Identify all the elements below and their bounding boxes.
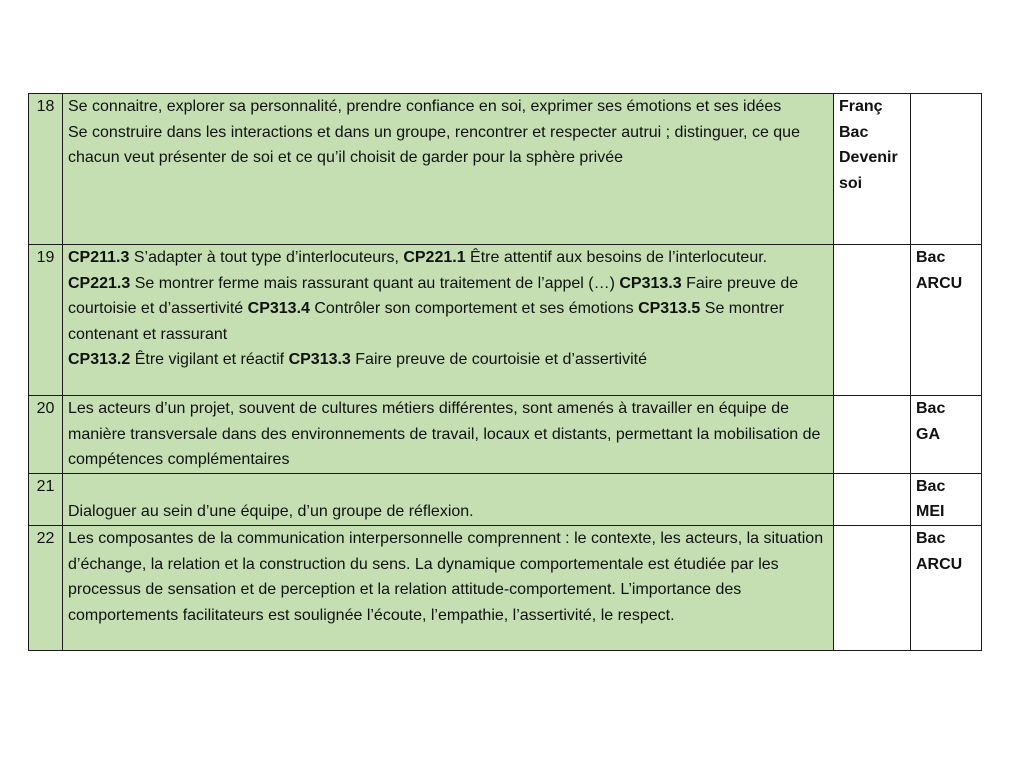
- competency-text: Se montrer ferme mais rassurant quant au traitement de l’appel (…): [130, 274, 620, 292]
- row-description: Les composantes de la communication interpersonnelle comprennent : le contexte, les acteurs, la situation d’échange, la relation et la construction du sens. La dynamique comportementale est étudiée par les processus de sensation et de perception et la relation attitude-comportement. L’importance des comportements facilitateurs est soulignée l’écoute, l’empathie, l’assertivité, le respect.: [63, 525, 834, 650]
- program-cell: [911, 525, 982, 650]
- subject-line: soi: [839, 174, 863, 192]
- competency-table: [28, 93, 982, 651]
- subject-cell: [834, 473, 911, 525]
- row-description: Les acteurs d’un projet, souvent de cultures métiers différentes, sont amenés à travailler en équipe de manière transversale dans des environnements de travail, locaux et distants, permettant la mobilisation de compétences complémentaires: [63, 396, 834, 474]
- program-line: Bac: [916, 400, 946, 417]
- competency-text: Faire preuve de courtoisie et d’assertivité: [68, 274, 799, 318]
- competency-code: CP221.1: [403, 249, 466, 266]
- competency-text: Faire preuve de courtoisie et d’assertivité: [350, 351, 647, 369]
- program-line: ARCU: [916, 555, 963, 573]
- program-cell: [911, 245, 982, 396]
- competency-text: Se montrer contenant et rassurant: [68, 300, 784, 343]
- program-line: Bac: [916, 529, 946, 547]
- table-row: [29, 525, 982, 650]
- competency-text: S’adapter à tout type d’interlocuteurs,: [129, 249, 404, 266]
- table-row: [29, 473, 982, 525]
- row-number: 20: [29, 396, 63, 474]
- row-number: 19: [29, 245, 63, 396]
- subject-line: Franç: [839, 98, 883, 115]
- row-number: 18: [29, 94, 63, 245]
- competency-code: CP313.2: [68, 351, 131, 369]
- subject-cell: [834, 94, 911, 245]
- program-line: ARCU: [916, 274, 963, 292]
- row-number: 21: [29, 473, 63, 525]
- table-row: [29, 396, 982, 474]
- competency-code: CP313.5: [638, 300, 701, 318]
- subject-line: Bac: [839, 123, 869, 141]
- description-line: Dialoguer au sein d’une équipe, d’un groupe de réflexion.: [68, 503, 474, 521]
- competency-text: Contrôler son comportement et ses émotions: [309, 300, 639, 318]
- competency-code: CP313.4: [247, 300, 310, 318]
- competency-code: CP211.3: [68, 249, 130, 266]
- row-description: [63, 473, 834, 525]
- program-line: GA: [916, 425, 940, 443]
- program-cell: [911, 473, 982, 525]
- program-cell: [911, 94, 982, 245]
- competency-code: CP313.3: [288, 351, 351, 369]
- description-line: Se connaitre, explorer sa personnalité, prendre confiance en soi, exprimer ses émotions et ses idées: [68, 98, 782, 115]
- table-row: [29, 245, 982, 396]
- competency-text: Être attentif aux besoins de l’interlocuteur.: [465, 249, 768, 266]
- subject-line: Devenir: [839, 149, 898, 167]
- row-description: [63, 94, 834, 245]
- description-line: Se construire dans les interactions et dans un groupe, rencontrer et respecter autrui ; distinguer, ce que chacun veut présenter de soi et ce qu’il choisit de garder pour la sphère privée: [68, 123, 800, 167]
- competency-code: CP313.3: [619, 274, 682, 292]
- subject-cell: [834, 245, 911, 396]
- row-number: 22: [29, 525, 63, 650]
- subject-cell: [834, 525, 911, 650]
- program-cell: [911, 396, 982, 474]
- competency-text: Être vigilant et réactif: [130, 351, 289, 369]
- row-description: [63, 245, 834, 396]
- program-line: Bac: [916, 477, 946, 495]
- program-line: Bac: [916, 249, 946, 266]
- table-row: [29, 94, 982, 245]
- subject-cell: [834, 396, 911, 474]
- program-line: MEI: [916, 503, 945, 521]
- competency-code: CP221.3: [68, 274, 131, 292]
